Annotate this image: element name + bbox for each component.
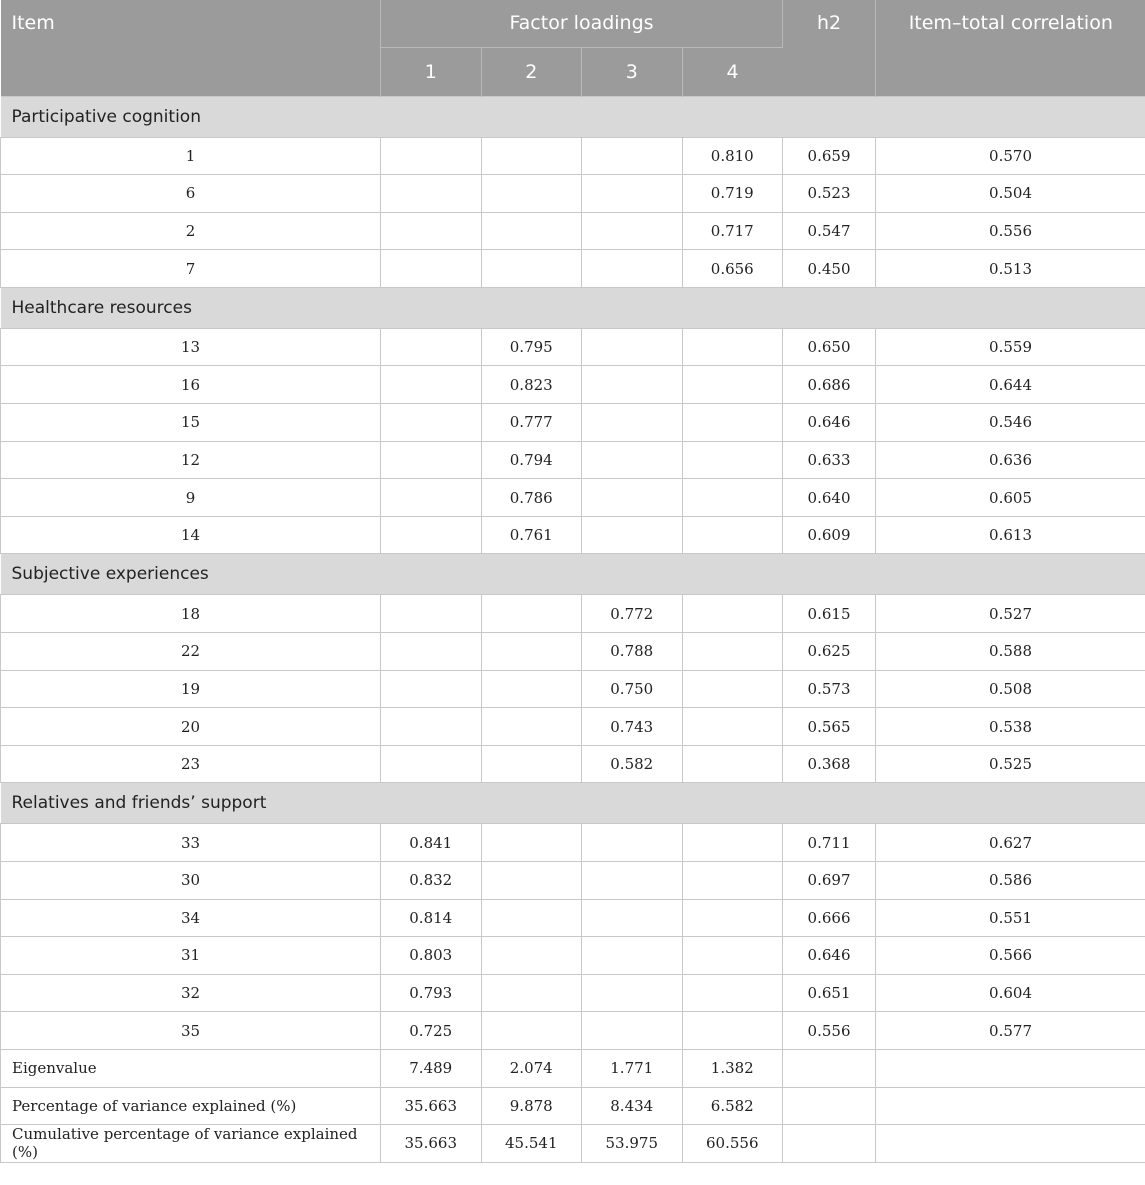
empty-cell [783, 1087, 876, 1125]
factor-4-cell [682, 595, 783, 633]
item-total-cell: 0.605 [876, 479, 1145, 517]
item-column-header: Item [1, 0, 381, 96]
factor-2-cell [481, 137, 582, 175]
factor-3-cell: 0.582 [582, 745, 683, 783]
factor-3-cell [582, 137, 683, 175]
factor-3-cell: 53.975 [582, 1125, 683, 1163]
factor-3-cell [582, 404, 683, 442]
group-label: Healthcare resources [1, 287, 1145, 328]
factor-1-cell [381, 137, 482, 175]
item-cell: 2 [1, 212, 381, 250]
factor-1-cell: 35.663 [381, 1125, 482, 1163]
table-row [1, 974, 1145, 1012]
item-cell: 22 [1, 633, 381, 671]
factor-2-cell [481, 745, 582, 783]
item-total-cell: 0.559 [876, 328, 1145, 366]
item-total-cell: 0.566 [876, 937, 1145, 975]
factor-1-cell [381, 745, 482, 783]
item-cell: 19 [1, 670, 381, 708]
factor-2-cell [481, 212, 582, 250]
factor-1-cell [381, 366, 482, 404]
factor-2-cell: 0.761 [481, 516, 582, 554]
item-cell: 16 [1, 366, 381, 404]
factor-1-cell [381, 479, 482, 517]
empty-cell [876, 1125, 1145, 1163]
factor-loadings-header: Factor loadings [381, 0, 783, 47]
factor-4-cell [682, 974, 783, 1012]
h2-cell: 0.711 [783, 824, 876, 862]
factor-2-cell: 0.795 [481, 328, 582, 366]
table-row [1, 708, 1145, 746]
factor-3-cell [582, 441, 683, 479]
factor-1-cell: 0.725 [381, 1012, 482, 1050]
item-total-cell: 0.604 [876, 974, 1145, 1012]
factor-4-cell [682, 366, 783, 404]
factor-2-cell: 45.541 [481, 1125, 582, 1163]
h2-cell: 0.523 [783, 175, 876, 213]
empty-cell [783, 1049, 876, 1087]
factor-1-cell [381, 633, 482, 671]
group-header-row [1, 96, 1145, 137]
item-total-correlation-header: Item–total correlation [876, 0, 1145, 96]
h2-cell: 0.556 [783, 1012, 876, 1050]
factor-4-cell: 0.719 [682, 175, 783, 213]
factor-4-cell [682, 479, 783, 517]
table-row [1, 937, 1145, 975]
factor-4-cell [682, 708, 783, 746]
group-label: Subjective experiences [1, 554, 1145, 595]
factor-2-cell: 0.794 [481, 441, 582, 479]
factor-2-cell [481, 708, 582, 746]
factor-1-cell [381, 404, 482, 442]
item-total-cell: 0.556 [876, 212, 1145, 250]
factor-3-cell [582, 899, 683, 937]
table-row [1, 516, 1145, 554]
item-cell: 13 [1, 328, 381, 366]
footer-label: Percentage of variance explained (%) [1, 1087, 381, 1125]
factor-1-cell [381, 212, 482, 250]
footer-label: Eigenvalue [1, 1049, 381, 1087]
factor-1-cell: 0.832 [381, 862, 482, 900]
item-total-cell: 0.636 [876, 441, 1145, 479]
factor-1-cell: 0.793 [381, 974, 482, 1012]
h2-cell: 0.450 [783, 250, 876, 288]
factor-3-cell [582, 328, 683, 366]
factor-3-cell [582, 366, 683, 404]
factor-2-cell [481, 1012, 582, 1050]
factor-3-cell: 0.750 [582, 670, 683, 708]
factor-2-cell [481, 862, 582, 900]
factor-1-cell: 0.803 [381, 937, 482, 975]
factor-4-cell: 6.582 [682, 1087, 783, 1125]
h2-cell: 0.651 [783, 974, 876, 1012]
factor-4-cell [682, 404, 783, 442]
table-row [1, 250, 1145, 288]
factor-3-cell [582, 175, 683, 213]
factor-4-cell [682, 824, 783, 862]
item-cell: 18 [1, 595, 381, 633]
item-total-cell: 0.570 [876, 137, 1145, 175]
item-cell: 33 [1, 824, 381, 862]
item-total-cell: 0.627 [876, 824, 1145, 862]
group-label: Participative cognition [1, 96, 1145, 137]
factor-3-cell [582, 974, 683, 1012]
factor-2-cell [481, 595, 582, 633]
table-row [1, 212, 1145, 250]
factor-4-cell [682, 516, 783, 554]
item-total-cell: 0.538 [876, 708, 1145, 746]
factor-1-cell [381, 250, 482, 288]
factor-4-cell [682, 441, 783, 479]
table-row [1, 899, 1145, 937]
empty-cell [876, 1087, 1145, 1125]
factor-2-cell: 0.786 [481, 479, 582, 517]
table-header [1, 0, 1145, 96]
table-row [1, 404, 1145, 442]
table-row [1, 862, 1145, 900]
factor-1-cell: 7.489 [381, 1049, 482, 1087]
factor-4-cell [682, 670, 783, 708]
factor-4-header: 4 [682, 47, 783, 96]
h2-cell: 0.625 [783, 633, 876, 671]
factor-1-cell [381, 708, 482, 746]
h2-cell: 0.697 [783, 862, 876, 900]
item-total-cell: 0.551 [876, 899, 1145, 937]
factor-3-cell: 0.772 [582, 595, 683, 633]
h2-cell: 0.609 [783, 516, 876, 554]
table-row [1, 670, 1145, 708]
factor-3-cell: 8.434 [582, 1087, 683, 1125]
factor-3-cell [582, 479, 683, 517]
table-body [1, 96, 1145, 1162]
footer-label: Cumulative percentage of variance explained (%) [1, 1125, 381, 1163]
h2-cell: 0.686 [783, 366, 876, 404]
item-cell: 20 [1, 708, 381, 746]
factor-4-cell [682, 328, 783, 366]
factor-3-cell: 0.788 [582, 633, 683, 671]
factor-4-cell [682, 745, 783, 783]
factor-2-cell [481, 974, 582, 1012]
factor-1-cell [381, 595, 482, 633]
item-cell: 14 [1, 516, 381, 554]
factor-3-cell [582, 862, 683, 900]
factor-2-cell: 0.823 [481, 366, 582, 404]
item-total-cell: 0.546 [876, 404, 1145, 442]
factor-3-cell [582, 516, 683, 554]
summary-row [1, 1125, 1145, 1163]
item-total-cell: 0.527 [876, 595, 1145, 633]
item-total-cell: 0.513 [876, 250, 1145, 288]
item-cell: 6 [1, 175, 381, 213]
factor-1-header: 1 [381, 47, 482, 96]
item-cell: 12 [1, 441, 381, 479]
factor-3-cell: 0.743 [582, 708, 683, 746]
h2-cell: 0.368 [783, 745, 876, 783]
factor-1-cell [381, 328, 482, 366]
group-header-row [1, 783, 1145, 824]
empty-cell [876, 1049, 1145, 1087]
table-row [1, 745, 1145, 783]
factor-4-cell: 0.717 [682, 212, 783, 250]
h2-cell: 0.646 [783, 937, 876, 975]
factor-2-header: 2 [481, 47, 582, 96]
factor-1-cell: 0.841 [381, 824, 482, 862]
factor-2-cell [481, 633, 582, 671]
factor-1-cell [381, 175, 482, 213]
table-row [1, 366, 1145, 404]
factor-2-cell [481, 175, 582, 213]
factor-1-cell [381, 441, 482, 479]
h2-column-header: h2 [783, 0, 876, 96]
factor-4-cell [682, 937, 783, 975]
table-row [1, 633, 1145, 671]
factor-4-cell: 0.656 [682, 250, 783, 288]
factor-4-cell: 0.810 [682, 137, 783, 175]
factor-3-cell [582, 212, 683, 250]
factor-3-cell [582, 1012, 683, 1050]
h2-cell: 0.615 [783, 595, 876, 633]
h2-cell: 0.565 [783, 708, 876, 746]
table-row [1, 441, 1145, 479]
factor-3-header: 3 [582, 47, 683, 96]
factor-4-cell: 60.556 [682, 1125, 783, 1163]
table-row [1, 175, 1145, 213]
table-row [1, 1012, 1145, 1050]
factor-3-cell [582, 937, 683, 975]
factor-2-cell [481, 824, 582, 862]
h2-cell: 0.573 [783, 670, 876, 708]
factor-4-cell: 1.382 [682, 1049, 783, 1087]
item-cell: 34 [1, 899, 381, 937]
factor-4-cell [682, 1012, 783, 1050]
h2-cell: 0.659 [783, 137, 876, 175]
item-total-cell: 0.577 [876, 1012, 1145, 1050]
item-total-cell: 0.644 [876, 366, 1145, 404]
table-row [1, 824, 1145, 862]
factor-2-cell: 2.074 [481, 1049, 582, 1087]
item-cell: 9 [1, 479, 381, 517]
factor-1-cell [381, 516, 482, 554]
item-total-cell: 0.525 [876, 745, 1145, 783]
item-total-cell: 0.504 [876, 175, 1145, 213]
factor-2-cell [481, 937, 582, 975]
h2-cell: 0.646 [783, 404, 876, 442]
factor-2-cell: 0.777 [481, 404, 582, 442]
item-cell: 15 [1, 404, 381, 442]
group-header-row [1, 287, 1145, 328]
group-label: Relatives and friends’ support [1, 783, 1145, 824]
table-row [1, 328, 1145, 366]
item-total-cell: 0.613 [876, 516, 1145, 554]
factor-1-cell: 35.663 [381, 1087, 482, 1125]
factor-2-cell [481, 670, 582, 708]
h2-cell: 0.547 [783, 212, 876, 250]
item-cell: 31 [1, 937, 381, 975]
h2-cell: 0.640 [783, 479, 876, 517]
item-total-cell: 0.588 [876, 633, 1145, 671]
item-total-cell: 0.586 [876, 862, 1145, 900]
factor-2-cell: 9.878 [481, 1087, 582, 1125]
item-cell: 35 [1, 1012, 381, 1050]
h2-cell: 0.666 [783, 899, 876, 937]
item-cell: 7 [1, 250, 381, 288]
group-header-row [1, 554, 1145, 595]
item-cell: 30 [1, 862, 381, 900]
factor-1-cell: 0.814 [381, 899, 482, 937]
factor-2-cell [481, 250, 582, 288]
item-cell: 32 [1, 974, 381, 1012]
factor-3-cell [582, 250, 683, 288]
table-row [1, 479, 1145, 517]
factor-4-cell [682, 899, 783, 937]
factor-1-cell [381, 670, 482, 708]
table-row [1, 595, 1145, 633]
item-cell: 1 [1, 137, 381, 175]
factor-3-cell [582, 824, 683, 862]
factor-3-cell: 1.771 [582, 1049, 683, 1087]
table-row [1, 137, 1145, 175]
summary-row [1, 1049, 1145, 1087]
item-total-cell: 0.508 [876, 670, 1145, 708]
h2-cell: 0.633 [783, 441, 876, 479]
factor-4-cell [682, 633, 783, 671]
factor-4-cell [682, 862, 783, 900]
h2-cell: 0.650 [783, 328, 876, 366]
empty-cell [783, 1125, 876, 1163]
summary-row [1, 1087, 1145, 1125]
item-cell: 23 [1, 745, 381, 783]
factor-2-cell [481, 899, 582, 937]
